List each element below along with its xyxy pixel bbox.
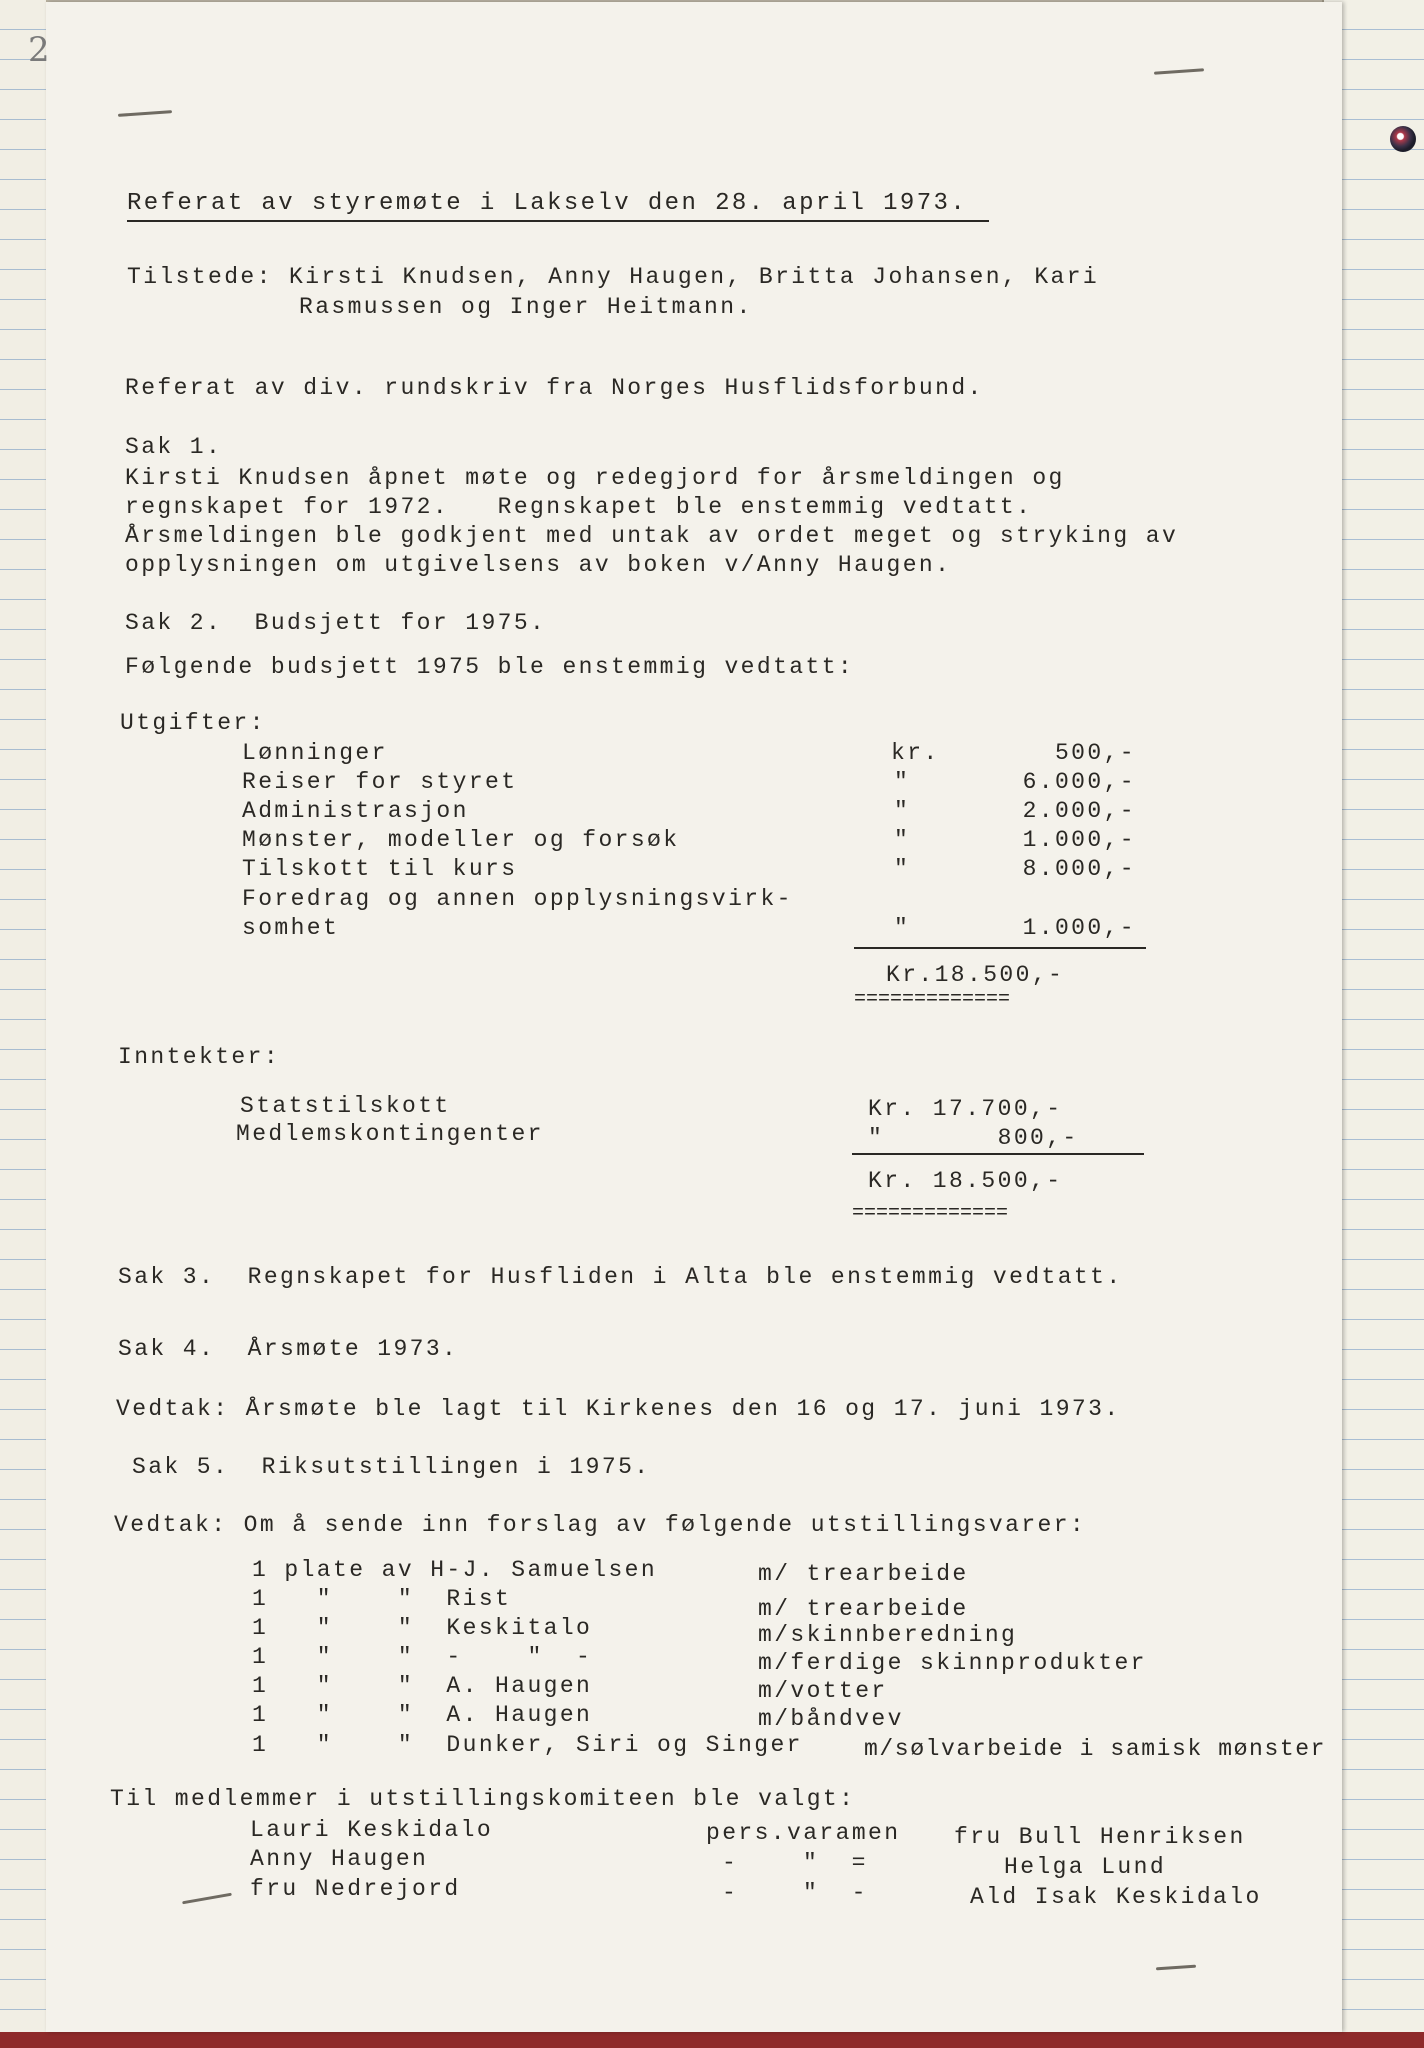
committee-deputy: fru Bull Henriksen [954,1824,1246,1850]
expense-label: Administrasjon [242,798,469,824]
expense-unit: " [894,769,911,795]
sak2-heading: Sak 2. Budsjett for 1975. [125,610,547,636]
expense-label: Tilskott til kurs [242,856,518,882]
expense-unit: " [894,798,911,824]
expenses-total: Kr.18.500,- [886,962,1065,988]
committee-deputy: Ald Isak Keskidalo [970,1884,1262,1910]
income-item-amount: " 800,- [868,1125,1079,1151]
exhibit-left: 1 " " A. Haugen [252,1673,593,1699]
present-line-1: Tilstede: Kirsti Knudsen, Anny Haugen, Britta Johansen, Kari [127,264,1100,290]
expense-label: Mønster, modeller og forsøk [242,827,680,853]
expense-amount: 8.000,- [1022,856,1136,882]
expense-amount: 1.000,- [1022,827,1136,853]
committee-member: Lauri Keskidalo [250,1817,494,1843]
staple-mark [1156,1965,1196,1971]
sak1-line: Kirsti Knudsen åpnet møte og redegjord for årsmeldingen og [125,465,1065,491]
expense-unit: " [894,915,911,941]
sak2-intro: Følgende budsjett 1975 ble enstemmig vedtatt: [125,654,855,680]
vedtak5-line: Vedtak: Om å sende inn forslag av følgende utstillingsvarer: [114,1512,1087,1538]
expenses-label: Utgifter: [120,710,266,736]
double-rule: ============= [854,988,1011,1011]
expense-amount: 6.000,- [1022,769,1136,795]
income-item-label: Statstilskott [240,1093,451,1119]
exhibit-right: m/skinnberedning [758,1622,1018,1648]
double-rule: ============= [852,1202,1009,1225]
expense-amount: 500,- [1054,740,1136,766]
income-item-label: Medlemskontingenter [236,1121,544,1147]
sak1-heading: Sak 1. [125,434,223,460]
exhibit-left: 1 " " - " - [252,1644,593,1670]
folder-edge [0,2032,1424,2048]
vedtak4-line: Vedtak: Årsmøte ble lagt til Kirkenes den 16 og 17. juni 1973. [116,1396,1121,1422]
committee-mid: pers.varamen [706,1820,901,1846]
sak5-heading: Sak 5. Riksutstillingen i 1975. [132,1454,651,1480]
pin-icon [1390,126,1416,152]
committee-member: Anny Haugen [250,1846,429,1872]
committee-mid: - " - [722,1880,868,1906]
staple-mark [182,1893,232,1905]
page-number-mark: 2 [28,30,50,70]
exhibit-left: 1 " " Rist [252,1586,512,1612]
sum-rule [852,1153,1144,1155]
committee-mid: - " = [722,1850,868,1876]
staple-mark [118,110,172,117]
page-title: Referat av styremøte i Lakselv den 28. april 1973. [127,190,968,217]
exhibit-left: 1 " " A. Haugen [252,1702,593,1728]
present-line-2: Rasmussen og Inger Heitmann. [299,294,753,320]
expense-label: Foredrag og annen opplysningsvirk- [242,886,793,912]
exhibit-left: 1 plate av H-J. Samuelsen [252,1557,658,1583]
income-total: Kr. 18.500,- [868,1168,1063,1194]
document-page [28,2,1342,2032]
income-label: Inntekter: [118,1044,281,1070]
expense-unit: " [894,856,911,882]
sak1-line: opplysningen om utgivelsens av boken v/Anny Haugen. [125,552,952,578]
expense-label: Lønninger [242,740,388,766]
committee-intro: Til medlemmer i utstillingskomiteen ble valgt: [110,1786,856,1812]
expense-amount: 1.000,- [1022,915,1136,941]
income-item-amount: Kr. 17.700,- [868,1096,1063,1122]
exhibit-right: m/sølvarbeide i samisk mønster [864,1736,1327,1762]
sak4-heading: Sak 4. Årsmøte 1973. [118,1336,459,1362]
title-underline [127,220,989,222]
binder-strip [0,0,47,2048]
expense-label: Reiser for styret [242,769,518,795]
exhibit-right: m/ trearbeide [758,1561,969,1587]
sak3-line: Sak 3. Regnskapet for Husfliden i Alta ble enstemmig vedtatt. [118,1264,1123,1290]
exhibit-left: 1 " " Keskitalo [252,1615,593,1641]
exhibit-right: m/båndvev [758,1706,904,1732]
expense-amount: 2.000,- [1022,798,1136,824]
exhibit-right: m/votter [758,1678,888,1704]
sak1-line: Årsmeldingen ble godkjent med untak av ordet meget og stryking av [125,523,1179,549]
exhibit-left: 1 " " Dunker, Siri og Singer [252,1732,803,1758]
committee-deputy: Helga Lund [1004,1854,1167,1880]
expense-unit: kr. [891,740,940,766]
sak1-line: regnskapet for 1972. Regnskapet ble enstemmig vedtatt. [125,494,1033,520]
exhibit-right: m/ferdige skinnprodukter [758,1650,1147,1676]
expense-unit: " [894,827,911,853]
committee-member: fru Nedrejord [250,1876,461,1902]
sum-rule [854,947,1146,949]
staple-mark [1154,68,1204,74]
circulars-line: Referat av div. rundskriv fra Norges Husflidsforbund. [125,375,984,401]
expense-label: somhet [242,915,340,941]
exhibit-right: m/ trearbeide [758,1596,969,1622]
